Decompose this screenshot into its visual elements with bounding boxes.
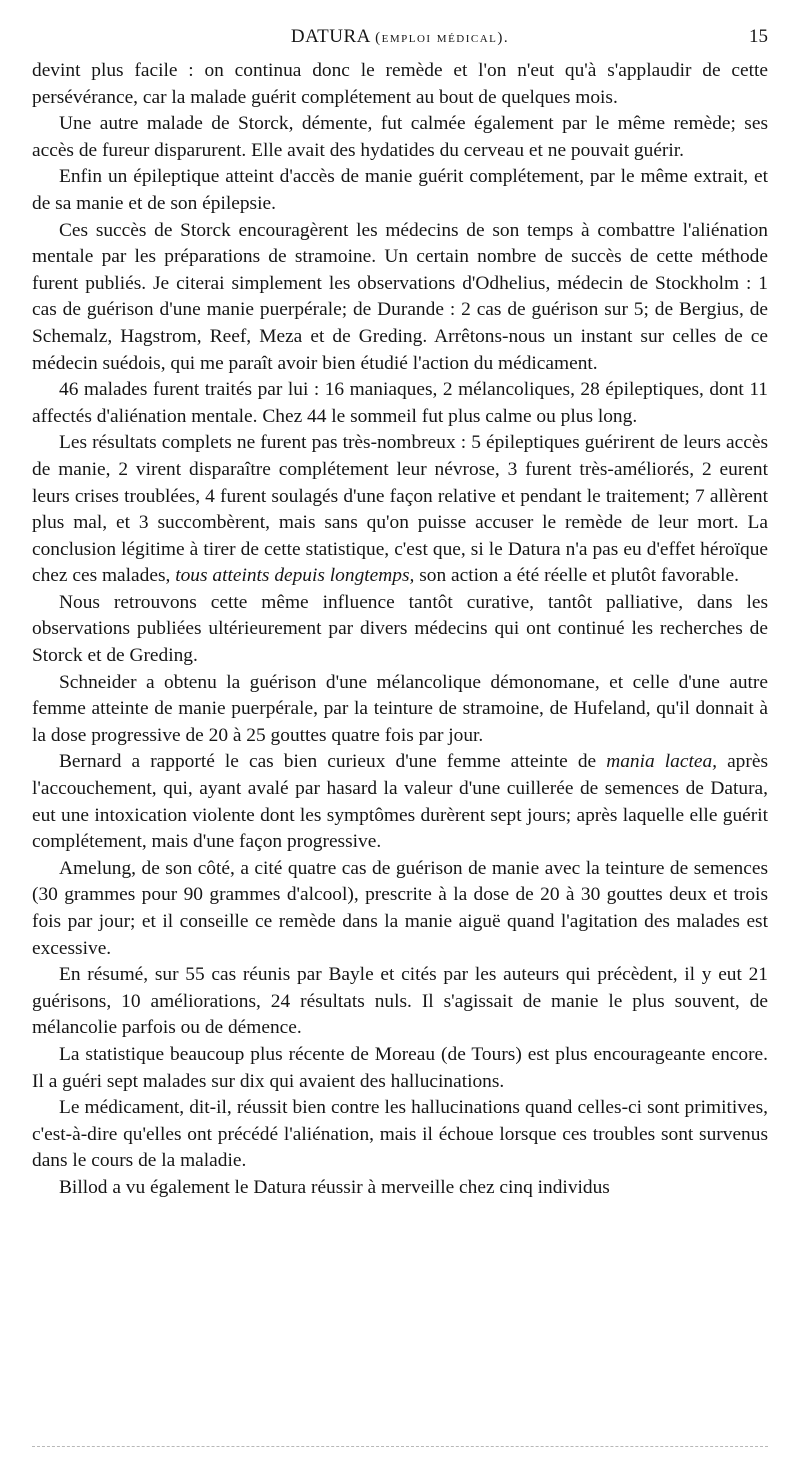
- paragraph: La statistique beaucoup plus récente de Moreau (de Tours) est plus encourageante encore. Il a guéri sept malades sur dix qui avaient des hallucinations.: [32, 1043, 768, 1092]
- page-bottom-divider: [32, 1446, 768, 1447]
- text-run: après l'accouchement, qui, ayant avalé par hasard la valeur d'une cuillerée de semences de Datura, eut une intoxication violente dont les symptômes durèrent sept jours; après laquelle elle guérit complétement, mais d'une façon progressive.: [32, 751, 768, 853]
- paragraph: Le médicament, dit-il, réussit bien contre les hallucinations quand celles-ci sont primitives, c'est-à-dire qu'elles ont précédé l'aliénation, mais il échoue lorsque ces troubles sont survenus dans le cours de la maladie.: [32, 1097, 768, 1172]
- paragraph-last: Billod a vu également le Datura réussir à merveille chez cinq individus: [59, 1176, 610, 1198]
- text-run: Bernard a rapporté le cas bien curieux d'une femme atteinte de: [59, 751, 607, 773]
- text-run: Les résultats complets ne furent pas très-nombreux : 5 épileptiques guérirent de leurs accès de manie, 2 virent disparaître complétement leur névrose, 3 furent très-améliorés, 2 eurent leurs crises troublées, 4 furent soulagés d'une façon relative et pendant le traitement; 7 allèrent plus mal, et 3 succombèrent, mais sans qu'on puisse accuser le remède de leur mort. La conclusion légitime à tirer de cette statistique, c'est que, si le Datura n'a pas eu d'effet héroïque chez ces malades,: [32, 432, 768, 587]
- paragraph: Ces succès de Storck encouragèrent les médecins de son temps à combattre l'aliénation mentale par les préparations de stramoine. Un certain nombre de succès de cette méthode furent publiés. Je citerai simplement les observations d'Odhelius, médecin de Stockholm : 1 cas de guérison d'une manie puerpérale; de Durande : 2 cas de guérison sur 5; de Bergius, de Schemalz, Hagstrom, Reef, Meza et de Greding. Arrêtons-nous un instant sur celles de ce médecin suédois, qui me paraît avoir bien étudié l'action du médicament.: [32, 219, 768, 374]
- italic-text-run: tous atteints depuis longtemps,: [175, 565, 415, 587]
- body-text: [32, 58, 768, 1202]
- paragraph: [32, 430, 768, 590]
- italic-text-run: mania lactea,: [606, 751, 717, 773]
- paragraph: Amelung, de son côté, a cité quatre cas de guérison de manie avec la teinture de semences (30 grammes pour 90 grammes d'alcool), prescrite à la dose de 20 à 30 gouttes deux et trois fois par jour; et il conseille ce remède dans la manie aiguë quand l'agitation des malades est excessive.: [32, 857, 768, 959]
- running-title-main: DATURA: [290, 26, 370, 47]
- running-title-sub: (emploi médical).: [375, 30, 510, 46]
- paragraph: [32, 749, 768, 855]
- paragraph: Enfin un épileptique atteint d'accès de manie guérit complétement, par le même extrait, et de sa manie et de son épilepsie.: [32, 166, 768, 214]
- text-run: son action a été réelle et plutôt favorable.: [414, 565, 740, 587]
- paragraph: En résumé, sur 55 cas réunis par Bayle et cités par les auteurs qui précèdent, il y eut 21 guérisons, 10 améliorations, 24 résultats nuls. Il s'agissait de manie le plus souvent, de mélancolie parfois ou de démence.: [32, 964, 768, 1039]
- page-number: 15: [749, 26, 768, 47]
- paragraph: Nous retrouvons cette même influence tantôt curative, tantôt palliative, dans les observations publiées ultérieurement par divers médecins qui ont continué les recherches de Storck et de Greding.: [32, 591, 768, 667]
- running-title: [32, 26, 768, 48]
- running-header: [32, 26, 768, 52]
- paragraph: 46 malades furent traités par lui : 16 maniaques, 2 mélancoliques, 28 épileptiques, dont 11 affectés d'aliénation mentale. Chez 44 le sommeil fut plus calme ou plus long.: [32, 379, 768, 427]
- paragraph: Une autre malade de Storck, démente, fut calmée également par le même remède; ses accès de fureur disparurent. Elle avait des hydatides du cerveau et ne pouvait guérir.: [32, 113, 768, 161]
- paragraph-continuation: devint plus facile : on continua donc le remède et l'on n'eut qu'à s'applaudir de cette persévérance, car la malade guérit complétement au bout de quelques mois.: [32, 60, 768, 108]
- page: [32, 26, 768, 1202]
- paragraph: Schneider a obtenu la guérison d'une mélancolique démonomane, et celle d'une autre femme atteinte de manie puerpérale, par la teinture de stramoine, de Hufeland, qu'il donnait à la dose progressive de 20 à 25 gouttes quatre fois par jour.: [32, 671, 768, 746]
